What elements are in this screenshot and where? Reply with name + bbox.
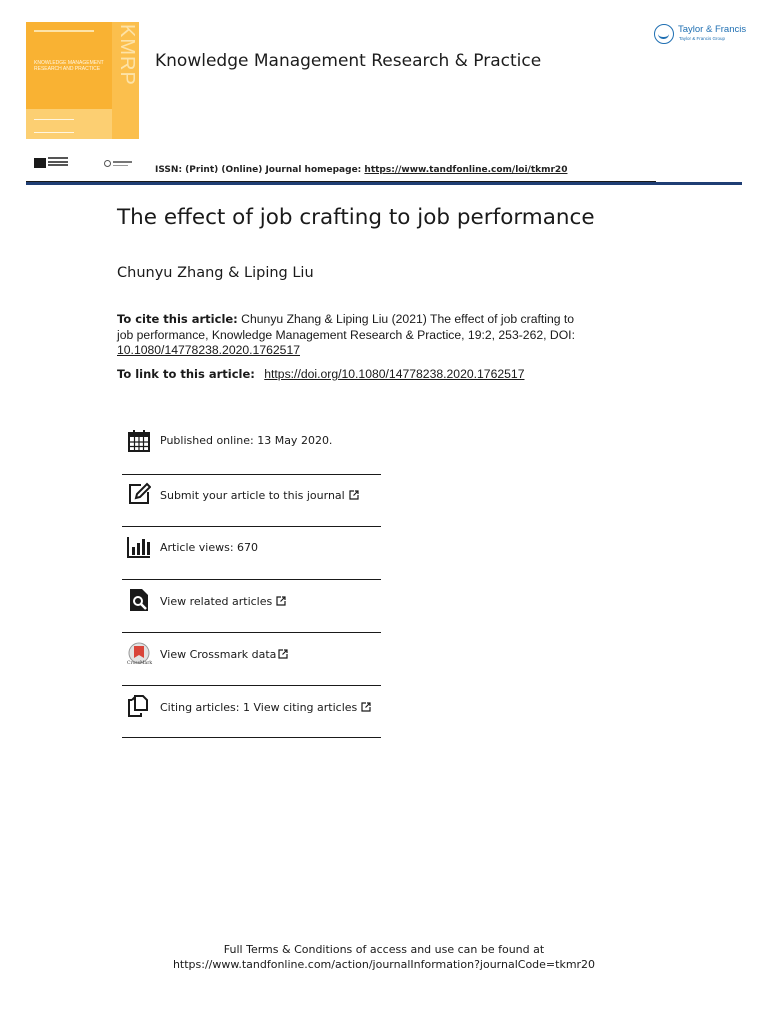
publisher-group: Taylor & Francis Group: [679, 36, 726, 41]
article-title: The effect of job crafting to job performance: [117, 205, 595, 230]
partner-logo: [104, 160, 132, 168]
row-divider: [122, 685, 381, 686]
crossmark-link[interactable]: View Crossmark data: [160, 648, 277, 661]
journal-homepage-link[interactable]: https://www.tandfonline.com/loi/tkmr20: [364, 165, 568, 175]
article-authors: Chunyu Zhang & Liping Liu: [117, 265, 314, 281]
edit-icon: [127, 482, 151, 506]
row-divider: [122, 579, 381, 580]
article-link-line: [117, 367, 524, 381]
journal-cover-image: [26, 22, 139, 139]
link-label: To link to this article:: [117, 367, 255, 381]
external-link-icon: [278, 649, 288, 659]
citation-label: To cite this article:: [117, 312, 238, 326]
issn-homepage-line: [155, 165, 567, 175]
citing-articles-link[interactable]: Citing articles: 1 View citing articles: [160, 701, 358, 714]
terms-footer: [0, 942, 768, 972]
article-views-text: Article views: 670: [160, 541, 259, 554]
article-views-row: [122, 535, 381, 588]
document-search-icon: [127, 588, 151, 612]
footer-terms-text: Full Terms & Conditions of access and use can be found at: [223, 943, 545, 956]
taylor-francis-logo[interactable]: [654, 22, 746, 48]
submit-article-link[interactable]: Submit your article to this journal: [160, 489, 345, 502]
footer-terms-link[interactable]: https://www.tandfonline.com/action/journalInformation?journalCode=tkmr20: [172, 958, 596, 971]
cover-journal-lines: KNOWLEDGE MANAGEMENT RESEARCH AND PRACTICE: [34, 60, 104, 72]
related-articles-link[interactable]: View related articles: [160, 595, 273, 608]
citation-text: Chunyu Zhang & Liping Liu (2021) The effect of job crafting to job performance, Knowledge Management Research & Practice, 19:2, 253-262, DOI:: [117, 312, 575, 342]
cover-acronym: KMRP: [116, 24, 138, 86]
external-link-icon: [361, 702, 371, 712]
submit-article-row[interactable]: [122, 482, 381, 535]
crossmark-caption: CrossMark: [127, 661, 153, 666]
society-logo: [34, 157, 68, 169]
citation-doi-link[interactable]: 10.1080/14778238.2020.1762517: [117, 343, 300, 357]
calendar-icon: [127, 429, 151, 453]
article-doi-link[interactable]: https://doi.org/10.1080/14778238.2020.1762517: [264, 367, 525, 381]
bar-chart-icon: [127, 535, 151, 559]
row-divider: [122, 632, 381, 633]
row-divider: [122, 737, 381, 738]
published-online-text: Published online: 13 May 2020.: [160, 434, 333, 447]
citing-articles-row[interactable]: [122, 694, 381, 747]
header-accent-rule: [26, 182, 742, 185]
citation-block: [117, 312, 587, 359]
publisher-name: Taylor & Francis: [678, 24, 747, 35]
crossmark-row[interactable]: [122, 642, 381, 695]
external-link-icon: [349, 490, 359, 500]
row-divider: [122, 526, 381, 527]
issn-label: ISSN: (Print) (Online) Journal homepage:: [155, 165, 365, 175]
taylor-francis-logo-icon: [654, 24, 674, 44]
journal-title: Knowledge Management Research & Practice: [155, 51, 542, 71]
related-articles-row[interactable]: [122, 588, 381, 641]
copy-document-icon: [127, 694, 151, 718]
row-divider: [122, 474, 381, 475]
external-link-icon: [276, 596, 286, 606]
